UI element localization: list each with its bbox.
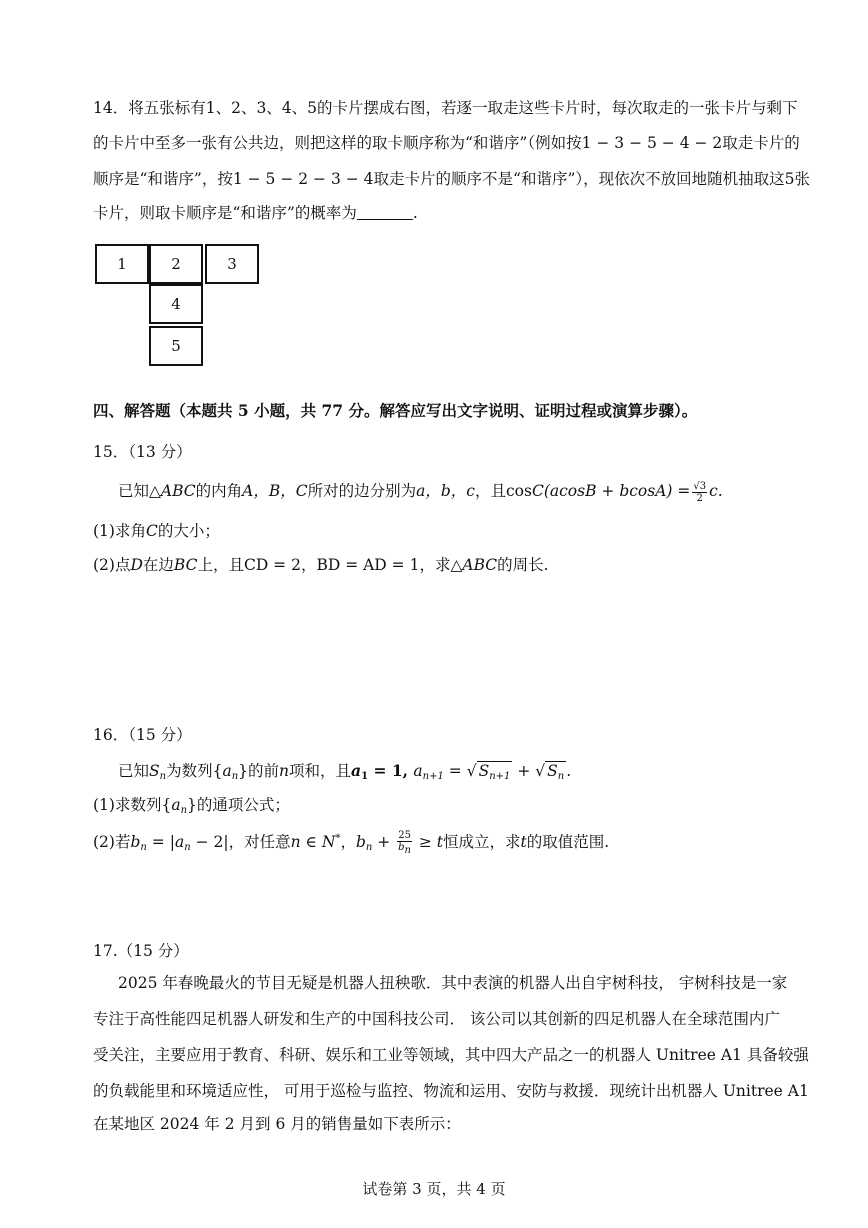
q14-line-4-text: 卡片，则取卡顺序是“和谐序”的概率为: [93, 204, 357, 222]
q15-triangle: ABC: [160, 482, 196, 500]
q15-number: 15．（13 分）: [93, 443, 192, 461]
q16-part2-comma: ，: [340, 833, 356, 852]
q16-stem-end: .: [566, 762, 572, 780]
q15-cond-pre: ，且cos: [475, 482, 532, 500]
q15-angles: A，B，C: [242, 482, 308, 500]
q15-stem-end: c.: [709, 482, 723, 500]
q14-line-2: 的卡片中至多一张有公共边，则把这样的取卡顺序称为“和谐序”（例如按1 − 3 − 5 − 4 − 2取走卡片的: [93, 134, 800, 152]
q15-frac-den: 2: [696, 492, 703, 504]
q16-sqrt1-sub: n+1: [489, 771, 511, 782]
q16-eq2: =: [443, 762, 467, 780]
q15-stem: [118, 480, 808, 504]
q16-frac-den-sub: n: [404, 845, 411, 857]
q16-part2-eq: = |: [146, 833, 175, 852]
card-1: 1: [95, 244, 149, 284]
card-3: 3: [205, 244, 259, 284]
q17-line-1: 2025 年春晚最火的节目无疑是机器人扭秧歌．其中表演的机器人出自宇树科技， 宇树科技是一家: [118, 974, 788, 992]
q16-part2-t2: t: [520, 833, 527, 852]
q16-number: 16．（15 分）: [93, 726, 192, 744]
q14-line-4-end: .: [412, 204, 418, 222]
q15-part2-tri: ABC: [462, 556, 498, 574]
q16-part2-a: a: [174, 833, 185, 852]
q16-an1: a: [413, 762, 423, 780]
q16-part2-geq: ≥: [413, 833, 437, 852]
q16-eq1: = 1,: [368, 761, 414, 780]
q15-fraction: [692, 481, 707, 504]
q16-s: S: [149, 762, 160, 780]
q16-n: n: [279, 762, 290, 780]
q16-part1-a: a: [171, 796, 181, 814]
q15-frac-num: √3: [693, 480, 707, 492]
q16-part2-a-sub: n: [184, 842, 191, 854]
q17-line-3: 受关注，主要应用于教育、科研、娱乐和工业等领域，其中四大产品之一的机器人 Unitree A1 具备较强: [93, 1046, 809, 1064]
q16-sqrt2-sub: n: [557, 771, 565, 782]
q16-part1-sub: n: [180, 805, 188, 816]
q15-stem-mid: 的内角: [195, 482, 243, 500]
q16-part2-star: *: [335, 833, 341, 844]
q15-part2-end: 的周长.: [497, 556, 549, 574]
q16-plus: +: [512, 762, 536, 780]
q15-part1-var: C: [145, 522, 158, 540]
q16-an1-sub: n+1: [422, 771, 444, 782]
q17-number: 17.（15 分）: [93, 942, 189, 960]
q16-part2-plus: +: [372, 833, 396, 852]
q15-sides: a，b，c: [416, 482, 475, 500]
q15-sides-pre: 所对的边分别为: [307, 482, 417, 500]
q16-frac-den-b: b: [398, 842, 405, 854]
q15-part2-pre: (2)点: [93, 556, 131, 574]
card-5: 5: [149, 326, 203, 366]
q16-sqrt-2: [545, 761, 566, 780]
q16-sqrt-1: [477, 761, 513, 780]
q16-a1-sub: 1: [361, 771, 369, 782]
q16-part1-pre: (1)求数列{: [93, 796, 172, 814]
q17-line-2: 专注于高性能四足机器人研发和生产的中国科技公司． 该公司以其创新的四足机器人在全球范围内广: [93, 1010, 780, 1028]
q15-part1-pre: (1)求角: [93, 522, 146, 540]
q15-cond: C(acosB + bcosA) =: [531, 482, 691, 500]
q16-part2-end: 的取值范围.: [526, 833, 610, 852]
section-heading: 四、解答题（本题共 5 小题，共 77 分。解答应写出文字说明、证明过程或演算步骤）。: [93, 401, 698, 420]
q14-line-3: 顺序是“和谐序”，按1 − 5 − 2 − 3 − 4取走卡片的顺序不是“和谐序”），现依次不放回地随机抽取这5张: [93, 170, 810, 188]
q16-part-1: [93, 794, 783, 822]
q16-stem: 已知$S_n$为数列$\{a_n\}$的前n项和，且$a_1 = 1$, $a_{n+1}$ = √ $S_{n+1}$ + √ $S_n$ .: [118, 761, 572, 782]
q16-a: a: [222, 762, 232, 780]
q15-stem-prefix: 已知△: [118, 482, 161, 500]
q15-part2-cond: 上，且CD = 2，BD = AD = 1，求△: [197, 556, 463, 574]
q16-part2-b: b: [130, 833, 141, 852]
q16-a-sub: n: [231, 771, 239, 782]
q15-part-1: [93, 520, 783, 542]
q16-part-2: [93, 828, 783, 859]
q16-stem-pre: 已知: [118, 762, 150, 780]
q16-part2-t: t: [436, 833, 444, 852]
q16-a1: a: [351, 761, 362, 780]
q16-sqrt2-s: S: [547, 762, 558, 780]
q16-s-sub: n: [159, 771, 167, 782]
q14-line-1: 14．将五张标有1、2、3、4、5的卡片摆成右图，若逐一取走这些卡片时，每次取走的一张卡片与剩下: [93, 99, 798, 117]
q15-part2-bc: BC: [173, 556, 198, 574]
q16-frac-den: [398, 842, 411, 856]
q16-part2-b2: b: [355, 833, 366, 852]
q16-part2-pre: (2)若: [93, 833, 131, 852]
q16-part2-mid: 恒成立，求: [443, 833, 521, 852]
q15-part2-mid: 在边: [142, 556, 174, 574]
q17-line-5: 在某地区 2024 年 2 月到 6 月的销售量如下表所示：: [93, 1115, 461, 1133]
q17-line-4: 的负载能里和环境适应性， 可用于巡检与监控、物流和运用、安防与救援．现统计出机器人 Unitree A1: [93, 1082, 809, 1100]
q16-stem-mid2: }的前: [238, 762, 280, 780]
q15-part2-d: D: [130, 556, 143, 574]
page-footer: 试卷第 3 页，共 4 页: [362, 1180, 506, 1198]
q15-part1-end: 的大小；: [157, 522, 220, 540]
q14-line-4: [93, 202, 783, 224]
q16-part2-n: n: [290, 833, 301, 852]
q16-part2-eq2: − 2|，对任意: [190, 833, 291, 852]
card-4: 4: [149, 284, 203, 324]
q16-stem-mid: 为数列{: [166, 762, 223, 780]
card-diagram: [95, 244, 265, 374]
q16-part1-end: }的通项公式；: [187, 796, 290, 814]
q16-part2-b2-sub: n: [365, 842, 373, 854]
q16-fraction: [397, 830, 412, 856]
q16-stem-mid3: 项和，且: [289, 762, 352, 780]
card-2: 2: [149, 244, 203, 284]
q16-part2-b-sub: n: [140, 842, 147, 854]
answer-blank: [357, 205, 413, 220]
q16-part2-in: ∈ N: [300, 833, 336, 852]
q15-part-2: [93, 554, 783, 576]
q16-sqrt1-s: S: [478, 762, 490, 780]
q16-frac-num: 25: [398, 830, 411, 842]
